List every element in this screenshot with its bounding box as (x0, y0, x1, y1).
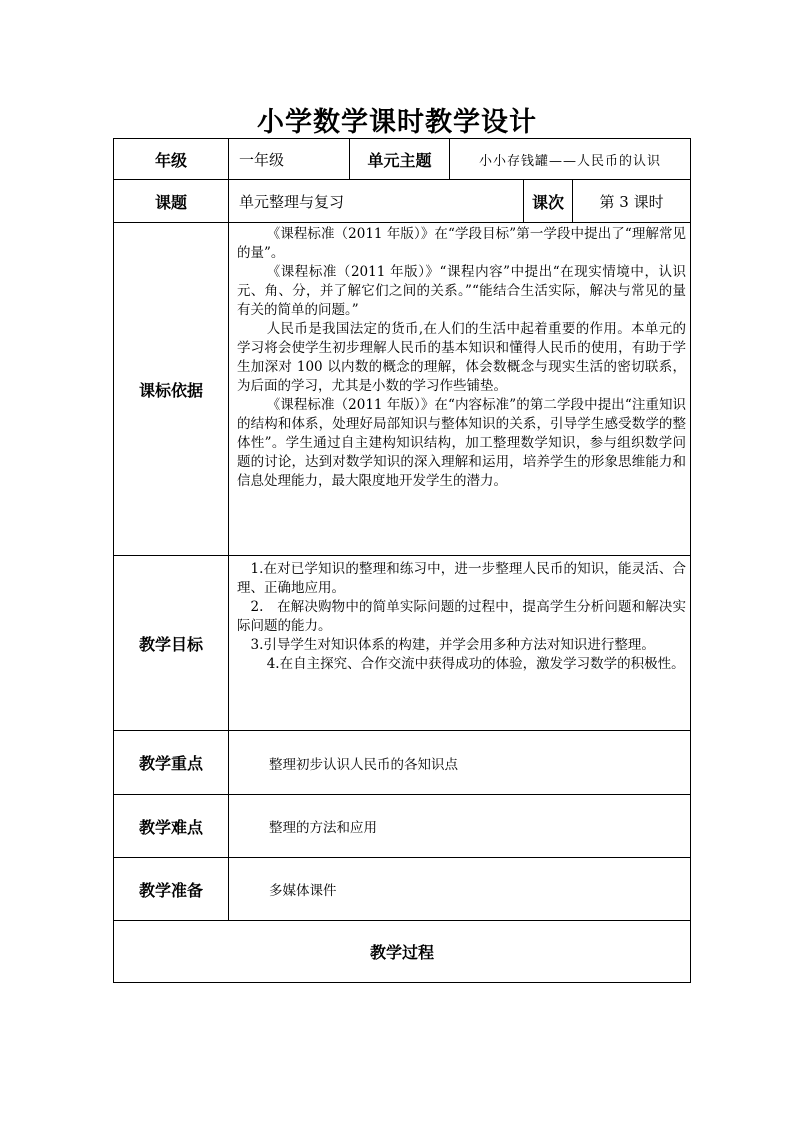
topic-label: 课题 (114, 180, 229, 223)
preparation-value: 多媒体课件 (229, 858, 691, 921)
topic-value: 单元整理与复习 (229, 180, 524, 223)
key-points-label: 教学重点 (114, 731, 229, 795)
row-objectives (114, 556, 691, 731)
basis-paragraph: 《课程标准（2011 年版）》在“内容标准”的第二学段中提出“注重知识的结构和体系，处理好局部知识与整体知识的关系，引导学生感受数学的整体性”。学生通过自主建构知识结构，加工整理数学知识，参与组织数学问题的讨论，达到对数学知识的深入理解和运用，培养学生的形象思维能力和信息处理能力，最大限度地开发学生的潜力。 (237, 397, 687, 489)
objective-item: 2. 在解决购物中的简单实际问题的过程中，提高学生分析问题和解决实际问题的能力。 (237, 599, 687, 634)
objectives-label: 教学目标 (114, 556, 229, 731)
row-process (114, 921, 691, 983)
lesson-label: 课次 (524, 180, 573, 223)
row-key-points (114, 731, 691, 795)
objective-item: 1.在对已学知识的整理和练习中，进一步整理人民币的知识，能灵活、合理、正确地应用。 (237, 561, 687, 596)
basis-content (229, 223, 691, 556)
preparation-label: 教学准备 (114, 858, 229, 921)
key-points-value: 整理初步认识人民币的各知识点 (229, 731, 691, 795)
lesson-value: 第 3 课时 (573, 180, 691, 223)
document-title: 小学数学课时教学设计 (257, 107, 537, 138)
row-topic-lesson (114, 180, 691, 223)
row-grade-unit (114, 139, 691, 180)
objectives-content (229, 556, 691, 731)
row-preparation (114, 858, 691, 921)
difficulties-label: 教学难点 (114, 795, 229, 858)
unit-value: 小小存钱罐——人民币的认识 (450, 139, 691, 180)
difficulties-value: 整理的方法和应用 (229, 795, 691, 858)
row-difficulties (114, 795, 691, 858)
basis-paragraph: 《课程标准（2011 年版）》在“学段目标”第一学段中提出了“理解常见的量”。 (237, 226, 687, 261)
process-heading: 教学过程 (114, 921, 691, 983)
basis-label: 课标依据 (114, 223, 229, 556)
unit-label: 单元主题 (350, 139, 450, 180)
objective-item: 4.在自主探究、合作交流中获得成功的体验，激发学习数学的积极性。 (266, 656, 685, 672)
grade-label: 年级 (114, 139, 229, 180)
lesson-plan-table (113, 138, 691, 983)
grade-value: 一年级 (229, 139, 350, 180)
basis-paragraph: 人民币是我国法定的货币,在人们的生活中起着重要的作用。本单元的学习将会使学生初步理解人民币的基本知识和懂得人民币的使用，有助于学生加深对 100 以内数的概念的理解，体会数概念与现实生活的密切联系，为后面的学习，尤其是小数的学习作些铺垫。 (237, 321, 687, 394)
basis-paragraph: 《课程标准（2011 年版）》“课程内容”中提出“在现实情境中，认识元、角、分，并了解它们之间的关系。”“能结合生活实际，解决与常见的量有关的简单的问题。” (237, 264, 687, 318)
objective-item: 3.引导学生对知识体系的构建，并学会用多种方法对知识进行整理。 (250, 637, 655, 653)
row-curriculum-basis (114, 223, 691, 556)
